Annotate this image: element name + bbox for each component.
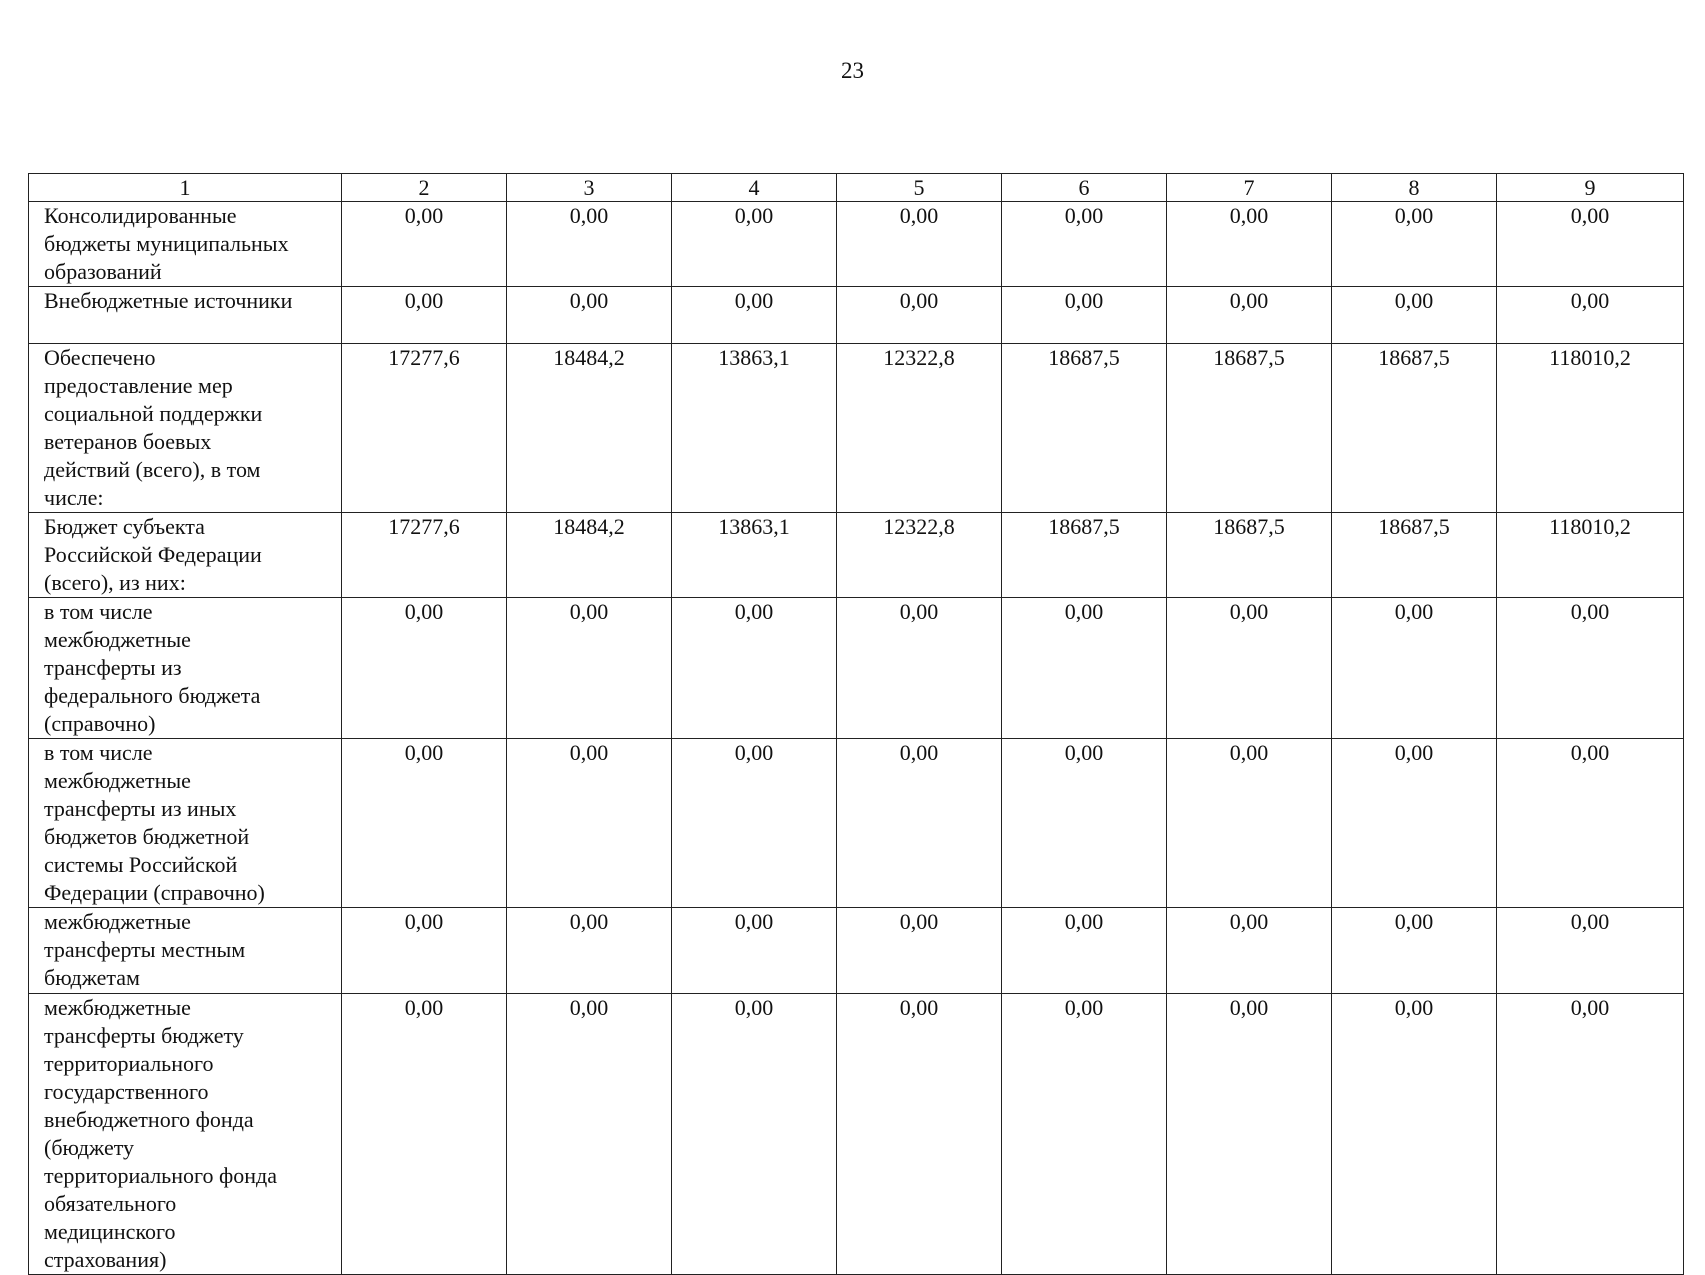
column-header-1: 1 [29,174,342,202]
page-number: 23 [841,58,864,83]
value-cell-col-4: 13863,1 [672,344,837,513]
table-header [29,174,1684,202]
value-cell-col-5: 0,00 [837,598,1002,739]
row-label-text: межбюджетные трансферты бюджету территориального государственного внебюджетного фонда (бюджету территориального фонда обязательного медицинского страхования) [44,995,277,1272]
value-cell-col-5: 0,00 [837,202,1002,287]
column-header-8: 8 [1332,174,1497,202]
value-cell-col-9: 0,00 [1497,739,1684,908]
value-cell-col-8: 18687,5 [1332,513,1497,598]
row-label [29,908,342,994]
value-cell-col-6: 0,00 [1002,598,1167,739]
value-cell-col-4: 0,00 [672,202,837,287]
row-label-text: в том числе межбюджетные трансферты из федерального бюджета (справочно) [44,599,261,736]
row-label-text: Бюджет субъекта Российской Федерации (всего), из них: [44,514,262,595]
value-cell-col-2: 0,00 [342,908,507,994]
row-label [29,994,342,1275]
value-cell-col-5: 12322,8 [837,513,1002,598]
value-cell-col-3: 0,00 [507,287,672,344]
budget-table [28,173,1684,1275]
value-cell-col-9: 118010,2 [1497,344,1684,513]
value-cell-col-8: 0,00 [1332,739,1497,908]
value-cell-col-8: 0,00 [1332,287,1497,344]
column-header-6: 6 [1002,174,1167,202]
header-row [29,174,1684,202]
value-cell-col-9: 118010,2 [1497,513,1684,598]
row-label [29,344,342,513]
table-row [29,994,1684,1275]
value-cell-col-5: 0,00 [837,739,1002,908]
value-cell-col-7: 0,00 [1167,739,1332,908]
table-body [29,202,1684,1275]
column-header-2: 2 [342,174,507,202]
value-cell-col-8: 0,00 [1332,202,1497,287]
value-cell-col-4: 0,00 [672,994,837,1275]
row-label-text: Обеспечено предоставление мер социальной поддержки ветеранов боевых действий (всего), в том числе: [44,345,263,510]
value-cell-col-6: 18687,5 [1002,344,1167,513]
value-cell-col-3: 18484,2 [507,344,672,513]
table-row [29,513,1684,598]
value-cell-col-7: 0,00 [1167,908,1332,994]
value-cell-col-5: 0,00 [837,994,1002,1275]
row-label [29,287,342,344]
row-label [29,739,342,908]
table-row [29,739,1684,908]
value-cell-col-6: 0,00 [1002,202,1167,287]
value-cell-col-9: 0,00 [1497,202,1684,287]
value-cell-col-3: 0,00 [507,598,672,739]
table-row [29,344,1684,513]
value-cell-col-7: 0,00 [1167,598,1332,739]
value-cell-col-5: 0,00 [837,287,1002,344]
row-label [29,202,342,287]
column-header-3: 3 [507,174,672,202]
value-cell-col-9: 0,00 [1497,994,1684,1275]
value-cell-col-3: 0,00 [507,994,672,1275]
value-cell-col-2: 0,00 [342,739,507,908]
row-label-text: Консолидированные бюджеты муниципальных образований [44,203,289,284]
table-row [29,287,1684,344]
row-label-text: в том числе межбюджетные трансферты из иных бюджетов бюджетной системы Российской Федерации (справочно) [44,740,265,905]
value-cell-col-4: 0,00 [672,739,837,908]
value-cell-col-3: 0,00 [507,908,672,994]
column-header-7: 7 [1167,174,1332,202]
value-cell-col-6: 0,00 [1002,287,1167,344]
value-cell-col-2: 17277,6 [342,513,507,598]
row-label-text: межбюджетные трансферты местным бюджетам [44,909,246,990]
value-cell-col-7: 0,00 [1167,287,1332,344]
row-label-text: Внебюджетные источники [44,288,293,313]
value-cell-col-4: 13863,1 [672,513,837,598]
value-cell-col-2: 0,00 [342,994,507,1275]
value-cell-col-7: 0,00 [1167,202,1332,287]
value-cell-col-3: 0,00 [507,202,672,287]
value-cell-col-6: 0,00 [1002,994,1167,1275]
table-row [29,598,1684,739]
value-cell-col-4: 0,00 [672,287,837,344]
value-cell-col-2: 0,00 [342,598,507,739]
value-cell-col-2: 0,00 [342,202,507,287]
column-header-4: 4 [672,174,837,202]
value-cell-col-7: 18687,5 [1167,513,1332,598]
value-cell-col-8: 0,00 [1332,908,1497,994]
value-cell-col-3: 0,00 [507,739,672,908]
value-cell-col-8: 0,00 [1332,994,1497,1275]
value-cell-col-9: 0,00 [1497,908,1684,994]
row-label [29,513,342,598]
value-cell-col-8: 18687,5 [1332,344,1497,513]
value-cell-col-9: 0,00 [1497,598,1684,739]
value-cell-col-4: 0,00 [672,908,837,994]
value-cell-col-8: 0,00 [1332,598,1497,739]
value-cell-col-6: 18687,5 [1002,513,1167,598]
value-cell-col-3: 18484,2 [507,513,672,598]
value-cell-col-7: 0,00 [1167,994,1332,1275]
value-cell-col-6: 0,00 [1002,908,1167,994]
column-header-9: 9 [1497,174,1684,202]
value-cell-col-2: 17277,6 [342,344,507,513]
value-cell-col-9: 0,00 [1497,287,1684,344]
table-row [29,202,1684,287]
value-cell-col-6: 0,00 [1002,739,1167,908]
value-cell-col-5: 0,00 [837,908,1002,994]
column-header-5: 5 [837,174,1002,202]
value-cell-col-7: 18687,5 [1167,344,1332,513]
value-cell-col-4: 0,00 [672,598,837,739]
value-cell-col-5: 12322,8 [837,344,1002,513]
value-cell-col-2: 0,00 [342,287,507,344]
table-row [29,908,1684,994]
row-label [29,598,342,739]
